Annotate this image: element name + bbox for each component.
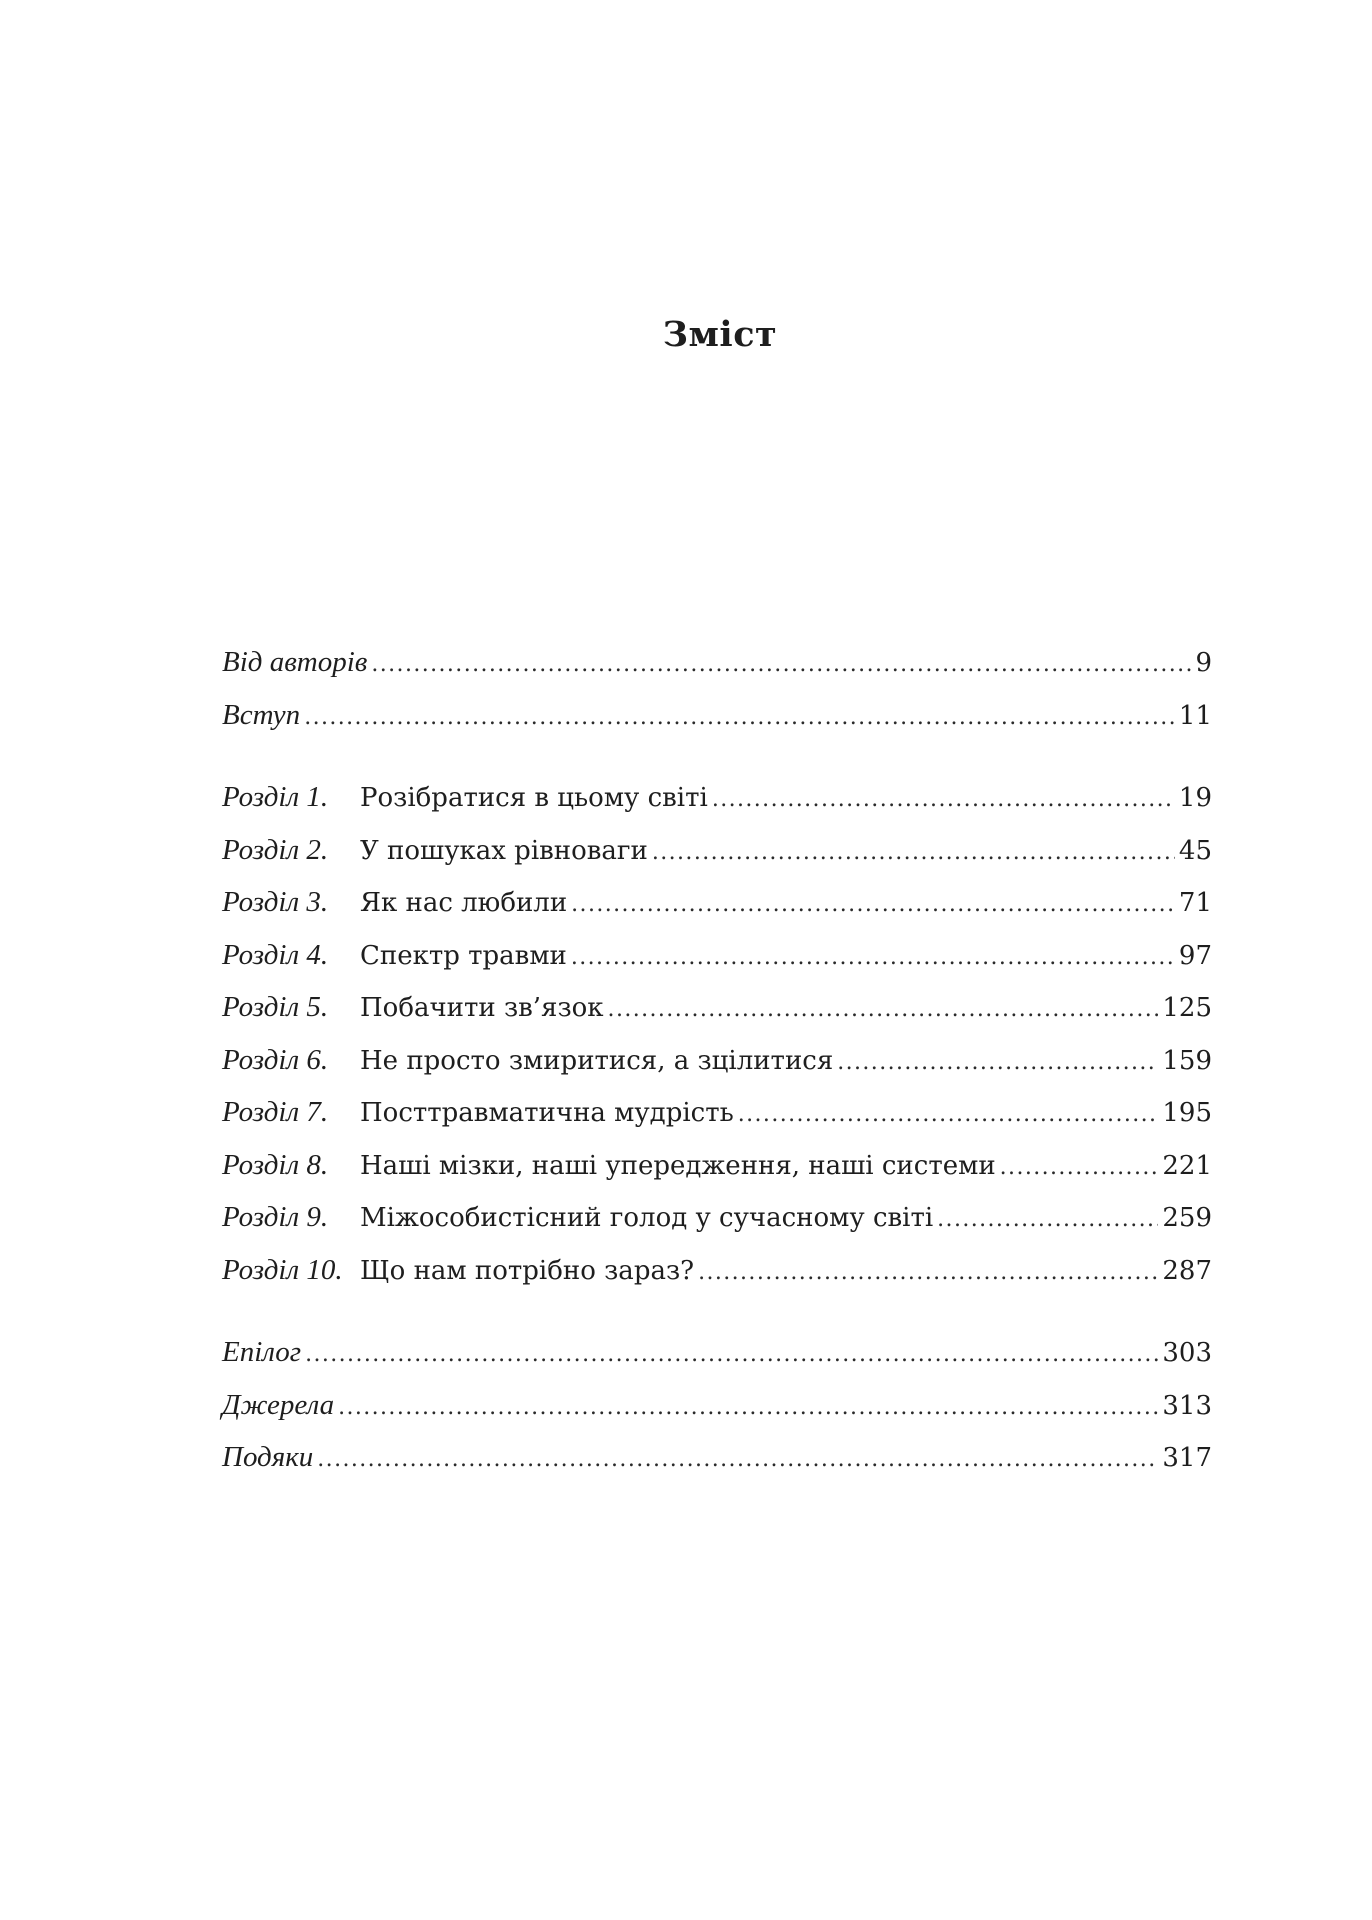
dot-leader (338, 1382, 1158, 1435)
chapter-title: Не просто змиритися, а зцілитися (360, 1045, 834, 1076)
chapter-title: Що нам потрібно зараз? (360, 1255, 695, 1286)
toc-page-number: 97 (1178, 940, 1212, 971)
toc-page-number: 195 (1162, 1098, 1212, 1128)
toc-page-number: 313 (1162, 1390, 1212, 1421)
dot-leader (571, 879, 1175, 932)
toc-entry-chapter-5[interactable] (222, 981, 1212, 1034)
chapter-title: Побачити зв’язок (360, 993, 604, 1023)
page-title: Зміст (662, 314, 778, 355)
chapter-title: Спектр травми (360, 940, 567, 971)
toc-entry-chapter-4[interactable] (222, 929, 1212, 982)
dot-leader (608, 984, 1159, 1037)
toc-entry-chapter-3[interactable] (222, 876, 1212, 929)
toc-page-number: 159 (1162, 1045, 1212, 1076)
chapter-label: Розділ 7. (222, 1096, 329, 1128)
toc-entry-chapter-6[interactable] (222, 1034, 1212, 1087)
dot-leader (571, 932, 1175, 985)
chapter-label: Розділ 4. (222, 938, 329, 971)
chapter-label: Розділ 1. (222, 781, 329, 813)
toc-entry-label: Вступ (222, 698, 301, 731)
toc-page-number: 317 (1162, 1443, 1212, 1473)
toc-page-number: 303 (1162, 1338, 1212, 1368)
chapter-title: Міжособистісний голод у сучасному світі (360, 1203, 934, 1233)
toc-page-number: 71 (1178, 888, 1212, 918)
chapter-title: У пошуках рівноваги (360, 835, 648, 866)
chapter-label: Розділ 10. (222, 1253, 343, 1286)
toc-entry-epilogue[interactable] (222, 1326, 1212, 1379)
dot-leader (937, 1194, 1158, 1247)
section-spacer (222, 741, 1212, 771)
chapter-label: Розділ 6. (222, 1043, 329, 1076)
dot-leader (1000, 1142, 1159, 1195)
dot-leader (304, 692, 1175, 745)
toc-entry-introduction[interactable] (222, 689, 1212, 742)
toc-entry-chapter-7[interactable] (222, 1086, 1212, 1139)
dot-leader (698, 1247, 1158, 1300)
chapter-label: Розділ 2. (222, 833, 329, 866)
toc-entry-sources[interactable] (222, 1379, 1212, 1432)
chapter-label: Розділ 5. (222, 991, 329, 1023)
toc-entry-chapter-9[interactable] (222, 1191, 1212, 1244)
toc-page-number: 45 (1178, 835, 1212, 866)
chapter-label: Розділ 3. (222, 886, 329, 918)
dot-leader (371, 639, 1191, 692)
toc-entry-label: Джерела (222, 1388, 335, 1421)
table-of-contents (222, 636, 1212, 1484)
toc-entry-label: Від авторів (222, 646, 368, 678)
toc-entry-chapter-2[interactable] (222, 824, 1212, 877)
dot-leader (652, 827, 1175, 880)
section-spacer (222, 1296, 1212, 1326)
chapter-title: Розібратися в цьому світі (360, 783, 708, 813)
toc-entry-label: Епілог (222, 1336, 302, 1368)
toc-page-number: 287 (1162, 1255, 1212, 1286)
chapter-title: Як нас любили (360, 888, 568, 918)
toc-page-number: 221 (1162, 1150, 1212, 1181)
dot-leader (712, 774, 1175, 827)
toc-entry-chapter-8[interactable] (222, 1139, 1212, 1192)
toc-page-number: 19 (1178, 783, 1212, 813)
toc-page-number: 11 (1178, 700, 1212, 731)
chapter-title: Наші мізки, наші упередження, наші системи (360, 1150, 996, 1181)
chapter-label: Розділ 9. (222, 1201, 329, 1233)
dot-leader (317, 1434, 1158, 1487)
toc-entry-acknowledgements[interactable] (222, 1431, 1212, 1484)
chapter-label: Розділ 8. (222, 1148, 329, 1181)
toc-entry-chapter-1[interactable] (222, 771, 1212, 824)
toc-page-number: 9 (1195, 648, 1212, 678)
toc-page-number: 259 (1162, 1203, 1212, 1233)
toc-entry-chapter-10[interactable] (222, 1244, 1212, 1297)
chapter-title: Посттравматична мудрість (360, 1098, 734, 1128)
toc-entry-from-authors[interactable] (222, 636, 1212, 689)
toc-page-number: 125 (1162, 993, 1212, 1023)
dot-leader (305, 1329, 1158, 1382)
toc-entry-label: Подяки (222, 1441, 314, 1473)
dot-leader (837, 1037, 1158, 1090)
dot-leader (738, 1089, 1159, 1142)
